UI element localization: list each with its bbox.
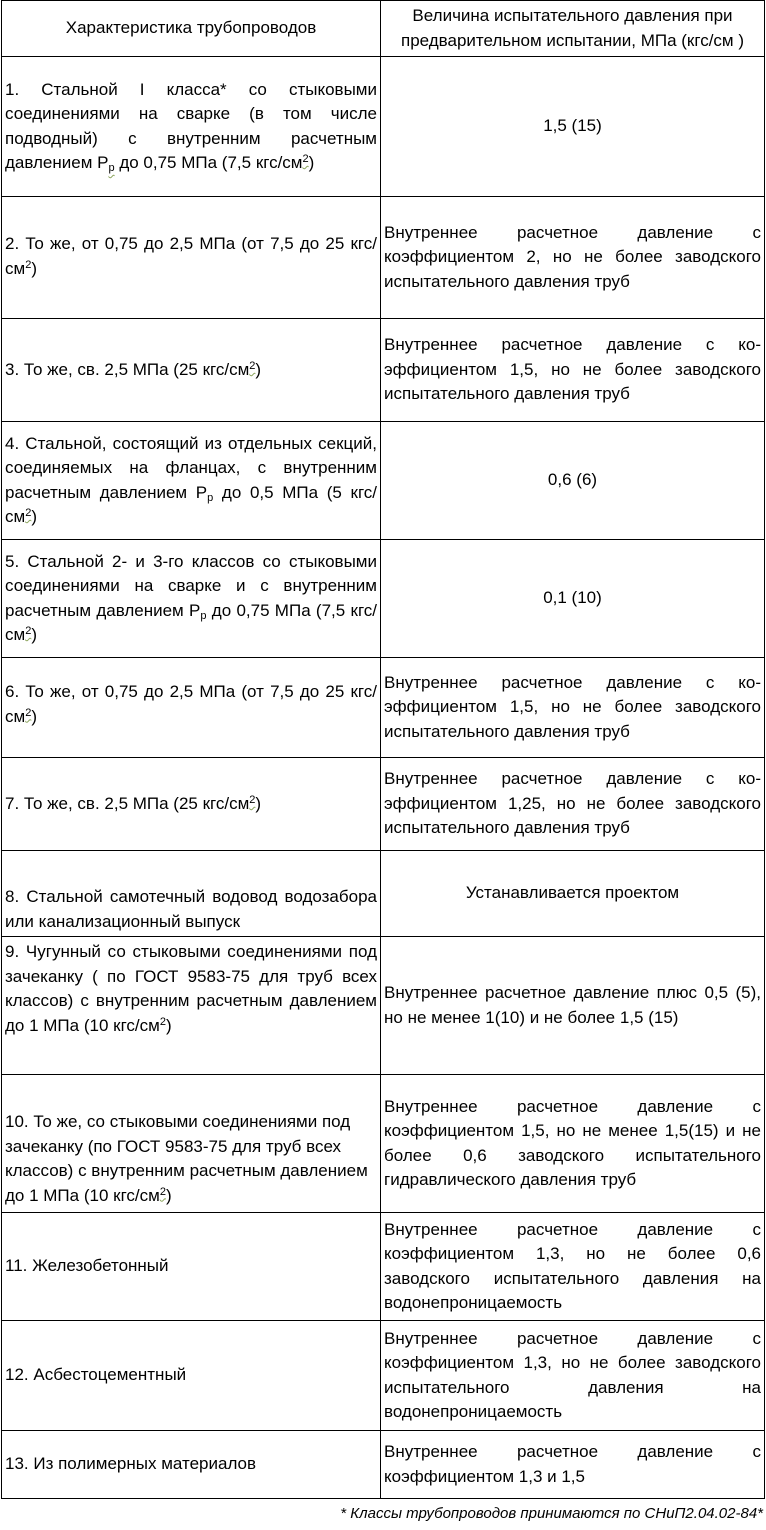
row-characteristic: 9. Чугунный со стыковыми соединениями под зачеканку ( по ГОСТ 9583-75 для труб всех классов) с внутренним расчетным давлением до 1 МПа (10 кгс/$см^2$): [2, 937, 381, 1075]
header-pipeline-characteristic: Характеристика трубопроводов: [2, 1, 381, 57]
row-test-pressure: Внутреннее расчетное давление с коэффициентом 1,5, но не менее 1,5(15) и не более 0,6 заводского испытательного гидравлического давления труб: [381, 1075, 765, 1213]
table-row: [2, 937, 765, 1075]
row-characteristic: 6. То же, от 0,75 до 2,5 МПа (от 7,5 до 25 кгс/$см^2$): [2, 658, 381, 758]
table-row: [2, 758, 765, 851]
pipeline-test-pressure-table: [1, 0, 765, 1499]
table-row: [2, 851, 765, 937]
row-characteristic: 10. То же, со стыковыми соединениями под зачеканку (по ГОСТ 9583-75 для труб всех классов) с внутренним расчетным давлением до 1 МПа (10 кгс/$см^2$): [2, 1075, 381, 1213]
row-characteristic: 7. То же, св. 2,5 МПа (25 кгс/$см^2$): [2, 758, 381, 851]
footnote: * Классы трубопроводов принимаются по СНиП2.04.02-84*: [340, 1505, 763, 1522]
row-test-pressure: Внутреннее расчетное давление с коэффициентом 1,3, но не более заводского испытательного давления на водонепроницаемость: [381, 1321, 765, 1431]
table-row: [2, 1321, 765, 1431]
table-row: [2, 540, 765, 658]
row-test-pressure: Внутреннее расчетное давление с коэффициентом 1,3 и 1,5: [381, 1431, 765, 1499]
row-characteristic: 11. Железобетонный: [2, 1213, 381, 1321]
table-row: [2, 319, 765, 422]
row-test-pressure: Внутреннее расчетное давление плюс 0,5 (5), но не менее 1(10) и не более 1,5 (15): [381, 937, 765, 1075]
table-row: [2, 1431, 765, 1499]
row-test-pressure: Внутреннее расчетное давление с коэффициентом 1,3, но не более 0,6 заводского испытательного давления на водонепроницаемость: [381, 1213, 765, 1321]
header-test-pressure: Величина испытательного давления при предварительном испытании, МПа (кгс/см ): [381, 1, 765, 57]
table-row: [2, 1213, 765, 1321]
row-test-pressure: Внутреннее расчетное давление с коэффициентом 2, но не более заводского испытательного давления труб: [381, 197, 765, 319]
row-characteristic: 1. Стальной I класса* со стыковыми соединениями на сварке (в том числе подводный) с внутренним расчетным давлением $Р_р$ до 0,75 МПа (7,5 кгс/$см^2$): [2, 57, 381, 197]
row-test-pressure: 0,6 (6): [381, 422, 765, 540]
table-header-row: [2, 1, 765, 57]
row-test-pressure: Внутреннее расчетное давление с коэффициентом 1,25, но не более заводского испытательного давления труб: [381, 758, 765, 851]
row-characteristic: 12. Асбестоцементный: [2, 1321, 381, 1431]
table-row: [2, 197, 765, 319]
table-row: [2, 422, 765, 540]
row-characteristic: 2. То же, от 0,75 до 2,5 МПа (от 7,5 до 25 кгс/$см^2$): [2, 197, 381, 319]
row-characteristic: 8. Стальной самотечный водовод водозабора или канализационный выпуск: [2, 851, 381, 937]
row-test-pressure: Внутреннее расчетное давление с коэффициентом 1,5, но не более заводского испытательного давления труб: [381, 319, 765, 422]
row-characteristic: 13. Из полимерных материалов: [2, 1431, 381, 1499]
table-row: [2, 658, 765, 758]
row-characteristic: 3. То же, св. 2,5 МПа (25 кгс/$см^2$): [2, 319, 381, 422]
row-characteristic: 5. Стальной 2- и 3-го классов со стыковыми соединениями на сварке и с внутренним расчетным давлением $Р_р$ до 0,75 МПа (7,5 кгс/$см^2$): [2, 540, 381, 658]
table-row: [2, 1075, 765, 1213]
row-test-pressure: Устанавливается проектом: [381, 851, 765, 937]
row-characteristic: 4. Стальной, состоящий из отдельных секций, соединяемых на фланцах, с внутренним расчетным давлением $Р_р$ до 0,5 МПа (5 кгс/$см^2$): [2, 422, 381, 540]
row-test-pressure: Внутреннее расчетное давление с коэффициентом 1,5, но не более заводского испытательного давления труб: [381, 658, 765, 758]
table-row: [2, 57, 765, 197]
row-test-pressure: 0,1 (10): [381, 540, 765, 658]
row-test-pressure: 1,5 (15): [381, 57, 765, 197]
